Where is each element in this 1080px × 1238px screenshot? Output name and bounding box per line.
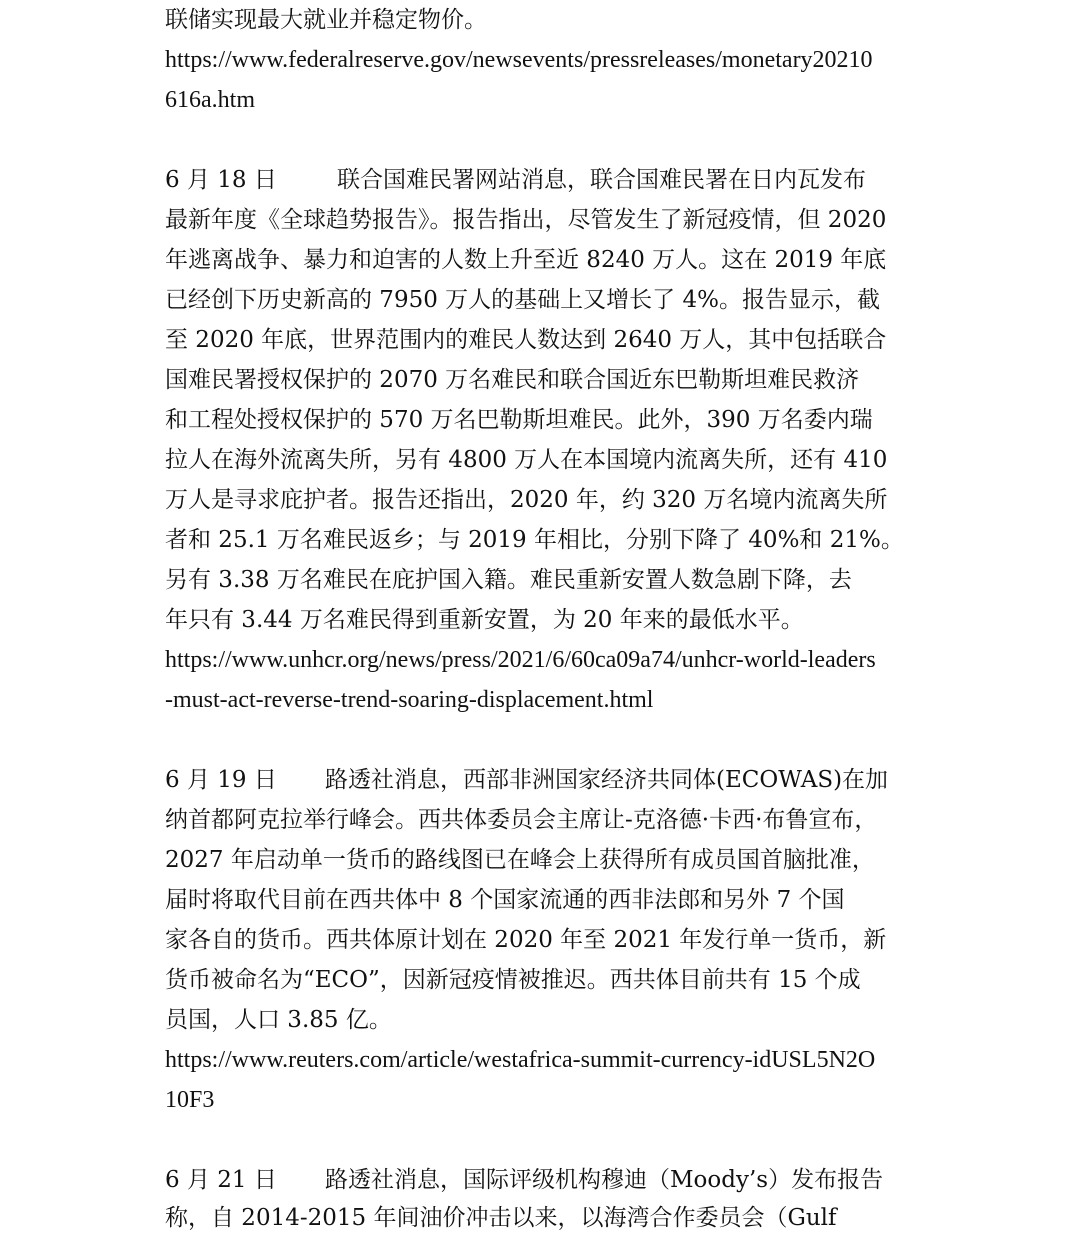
paragraph-line: 届时将取代目前在西共体中 8 个国家流通的西非法郎和另外 7 个国 [165,887,845,913]
source-link[interactable]: https://www.federalreserve.gov/newsevents/pressreleases/monetary20210 [165,47,873,73]
paragraph-text: 联合国难民署网站消息，联合国难民署在日内瓦发布 [337,167,866,193]
entry-first-line [165,760,917,800]
entry-first-line [165,160,917,200]
paragraph-text: 路透社消息，国际评级机构穆迪（Moody’s）发布报告 [325,1167,884,1193]
paragraph-line: 货币被命名为“ECO”，因新冠疫情被推迟。西共体目前共有 15 个成 [165,967,861,993]
paragraph-line: 年只有 3.44 万名难民得到重新安置，为 20 年来的最低水平。 [165,607,804,633]
paragraph-line: 纳首都阿克拉举行峰会。西共体委员会主席让-克洛德·卡西·布鲁宣布， [165,807,878,833]
paragraph-line: 另有 3.38 万名难民在庇护国入籍。难民重新安置人数急剧下降，去 [165,567,852,593]
source-link[interactable]: -must-act-reverse-trend-soaring-displacement.html [165,687,654,713]
paragraph-line: 家各自的货币。西共体原计划在 2020 年至 2021 年发行单一货币，新 [165,927,887,953]
paragraph-line: 已经创下历史新高的 7950 万人的基础上又增长了 4%。报告显示，截 [165,287,880,313]
paragraph-line: 最新年度《全球趋势报告》。报告指出，尽管发生了新冠疫情，但 2020 [165,207,887,233]
entry-date: 6 月 19 日 [165,767,277,793]
paragraph-line: 国难民署授权保护的 2070 万名难民和联合国近东巴勒斯坦难民救济 [165,367,860,393]
paragraph-line: 年逃离战争、暴力和迫害的人数上升至近 8240 万人。这在 2019 年底 [165,247,887,273]
source-link[interactable]: 10F3 [165,1087,215,1113]
paragraph-line: 称，自 2014-2015 年间油价冲击以来，以海湾合作委员会（Gulf [165,1205,837,1231]
entry-date: 6 月 21 日 [165,1167,277,1193]
source-link[interactable]: 616a.htm [165,87,255,113]
paragraph-text: 路透社消息，西部非洲国家经济共同体(ECOWAS)在加 [325,767,889,793]
source-link[interactable]: https://www.reuters.com/article/westafrica-summit-currency-idUSL5N2O [165,1047,876,1073]
paragraph-line: 至 2020 年底，世界范围内的难民人数达到 2640 万人，其中包括联合 [165,327,887,353]
paragraph-line: 联储实现最大就业并稳定物价。 [165,7,487,33]
entry-date: 6 月 18 日 [165,167,277,193]
paragraph-line: 者和 25.1 万名难民返乡；与 2019 年相比，分别下降了 40%和 21%。 [165,527,904,553]
paragraph-line: 万人是寻求庇护者。报告还指出，2020 年，约 320 万名境内流离失所 [165,487,888,513]
entry-first-line [165,1160,917,1200]
paragraph-line: 和工程处授权保护的 570 万名巴勒斯坦难民。此外，390 万名委内瑞 [165,407,873,433]
paragraph-line: 拉人在海外流离失所，另有 4800 万人在本国境内流离失所，还有 410 [165,447,888,473]
paragraph-line: 员国，人口 3.85 亿。 [165,1007,392,1033]
source-link[interactable]: https://www.unhcr.org/news/press/2021/6/60ca09a74/unhcr-world-leaders [165,647,876,673]
paragraph-line: 2027 年启动单一货币的路线图已在峰会上获得所有成员国首脑批准， [165,847,875,873]
